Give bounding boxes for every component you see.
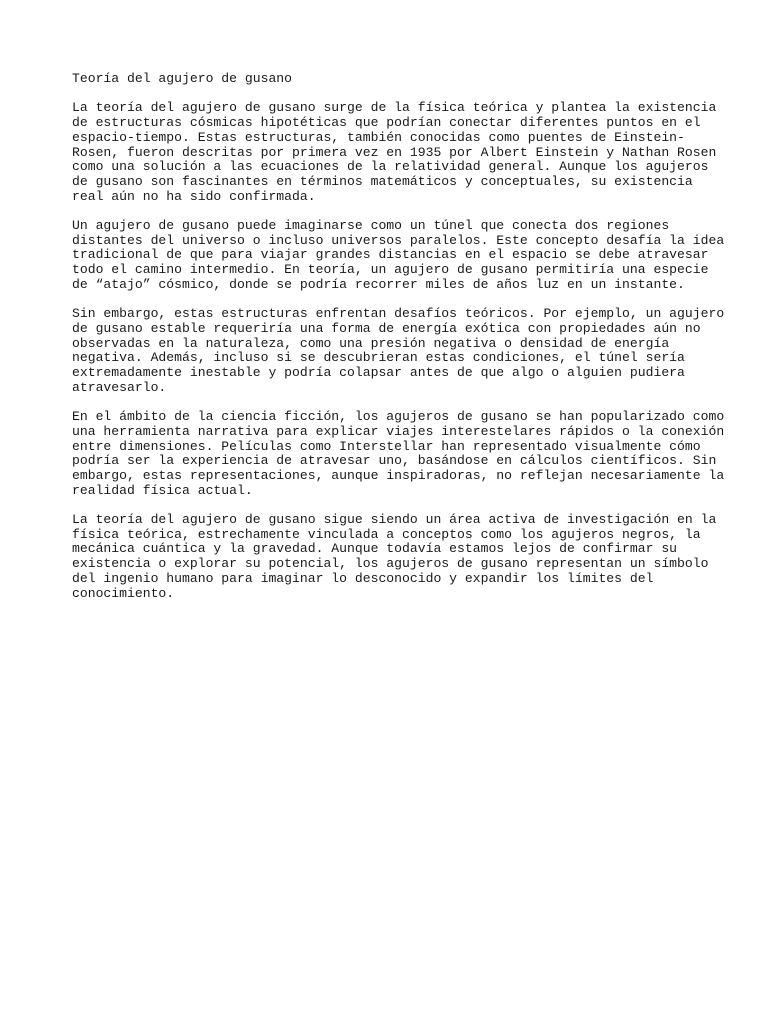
paragraph-line: tradicional de que para viajar grandes distancias en el espacio se debe atravesar <box>72 247 709 263</box>
document-page <box>72 71 725 616</box>
paragraph-line: embargo, estas representaciones, aunque inspiradoras, no reflejan necesariamente la <box>72 467 725 483</box>
paragraph-line: una herramienta narrativa para explicar viajes interestelares rápidos o la conexión <box>72 423 725 439</box>
paragraph-line: de estructuras cósmicas hipotéticas que podrían conectar diferentes puntos en el <box>72 115 701 131</box>
paragraph-line: extremadamente inestable y podría colapsar antes de que algo o alguien pudiera <box>72 365 685 381</box>
paragraph-line: atravesarlo. <box>72 379 167 395</box>
paragraph-5 <box>72 512 717 601</box>
paragraph-line: Sin embargo, estas estructuras enfrentan desafíos teóricos. Por ejemplo, un agujero <box>72 306 725 322</box>
paragraph-line: existencia o explorar su potencial, los agujeros de gusano representan un símbolo <box>72 556 709 572</box>
paragraph-line: Rosen, fueron descritas por primera vez en 1935 por Albert Einstein y Nathan Rosen <box>72 144 717 160</box>
paragraph-line: La teoría del agujero de gusano sigue siendo un área activa de investigación en la <box>72 512 717 528</box>
paragraph-line: de gusano son fascinantes en términos matemáticos y conceptuales, su existencia <box>72 173 693 189</box>
paragraph-line: del ingenio humano para imaginar lo desconocido y expandir los límites del <box>72 570 654 586</box>
paragraph-line: entre dimensiones. Películas como Interstellar han representado visualmente cómo <box>72 438 701 454</box>
paragraph-line: mecánica cuántica y la gravedad. Aunque todavía estamos lejos de confirmar su <box>72 541 678 557</box>
paragraph-line: todo el camino intermedio. En teoría, un agujero de gusano permitiría una especie <box>72 262 709 278</box>
paragraph-line: La teoría del agujero de gusano surge de la física teórica y plantea la existencia <box>72 100 717 116</box>
paragraph-line: Un agujero de gusano puede imaginarse como un túnel que conecta dos regiones <box>72 218 670 233</box>
paragraph-line: observadas en la naturaleza, como una presión negativa o densidad de energía <box>72 335 670 351</box>
paragraph-line: podría ser la experiencia de atravesar uno, basándose en cálculos científicos. Sin <box>72 453 717 469</box>
paragraph-2 <box>72 218 725 293</box>
paragraph-line: espacio-tiempo. Estas estructuras, también conocidas como puentes de Einstein- <box>72 129 685 145</box>
paragraph-line: como una solución a las ecuaciones de la relatividad general. Aunque los agujeros <box>72 159 709 175</box>
paragraph-line: real aún no ha sido confirmada. <box>72 188 316 204</box>
paragraph-line: realidad física actual. <box>72 482 253 498</box>
paragraph-3 <box>72 306 725 395</box>
paragraph-4 <box>72 409 725 498</box>
paragraph-line: negativa. Además, incluso si se descubrieran estas condiciones, el túnel sería <box>72 350 685 366</box>
paragraph-line: En el ámbito de la ciencia ficción, los agujeros de gusano se han popularizado como <box>72 409 725 425</box>
paragraph-line: física teórica, estrechamente vinculada a conceptos como los agujeros negros, la <box>72 526 701 542</box>
paragraph-line: conocimiento. <box>72 585 175 601</box>
paragraph-line: distantes del universo o incluso universos paralelos. Este concepto desafía la idea <box>72 232 725 248</box>
paragraph-1 <box>72 100 717 204</box>
document-title: Teoría del agujero de gusano <box>72 71 293 86</box>
paragraph-line: de gusano estable requeriría una forma de energía exótica con propiedades aún no <box>72 320 701 336</box>
paragraph-line: de “atajo” cósmico, donde se podría recorrer miles de años luz en un instante. <box>72 276 685 292</box>
